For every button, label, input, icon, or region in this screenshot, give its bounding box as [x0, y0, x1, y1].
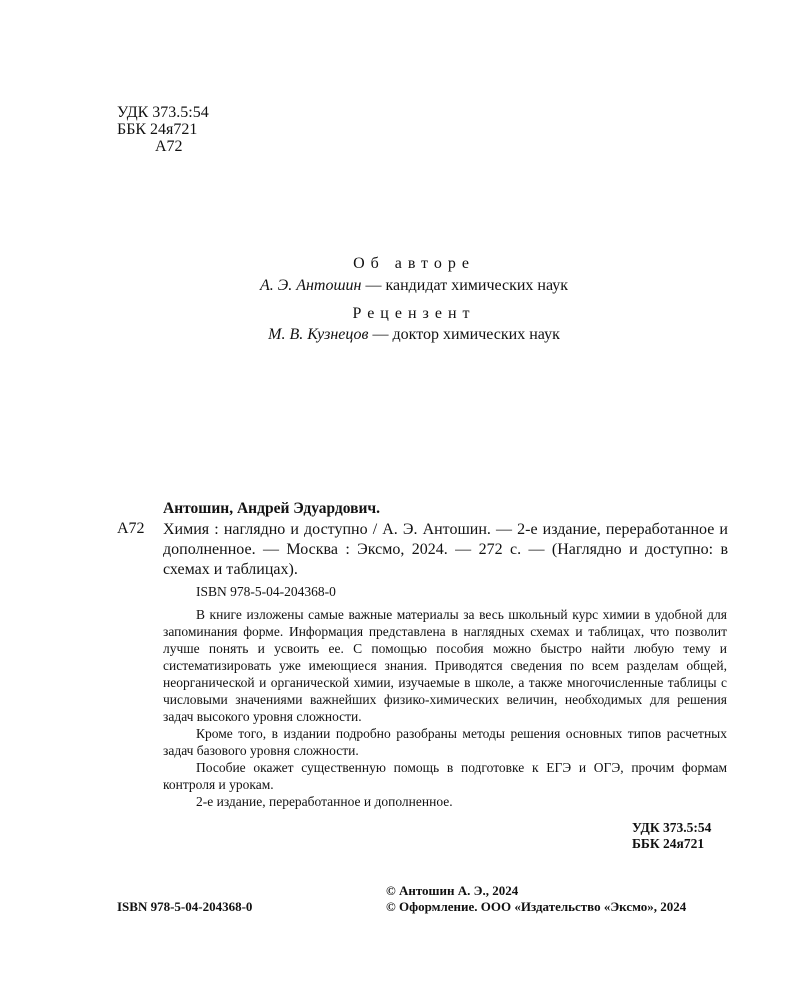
udk-code: УДК 373.5:54 — [117, 104, 209, 121]
annotation-paragraph: Кроме того, в издании подробно разобраны методы решения основных типов расчетных задач базового уровня сложности. — [163, 726, 727, 758]
annotation-paragraph: Пособие окажет существенную помощь в подготовке к ЕГЭ и ОГЭ, прочим формам контроля и урокам. — [163, 760, 727, 792]
bibliographic-description: Химия : наглядно и доступно / А. Э. Антошин. — 2-е издание, переработанное и дополненное. — Москва : Эксмо, 2024. — 272 с. — (Наглядно и доступно: в схемах и таблицах). — [163, 521, 728, 578]
annotation-paragraph: 2-е издание, переработанное и дополненное. — [196, 794, 453, 809]
footer-bbk: ББК 24я721 — [632, 836, 705, 851]
annotation-paragraph: В книге изложены самые важные материалы за весь школьный курс химии в удобной для запоминания форме. Информация представлена в наглядных схемах и таблицах, что позволит лучше понять и усвоить ее. С помощью пособия можно быстро найти любую тему и систематизировать уже имеющиеся знания. Приводятся сведения по всем разделам общей, неорганической и органической химии, изучаемые в школе, а также многочисленные таблицы с числовыми значениями важнейших физико-химических величин, необходимых для решения задач высокого уровня сложности. — [163, 607, 727, 724]
reviewer-credit — [0, 326, 800, 344]
author-credit-degree: — кандидат химических наук — [361, 277, 569, 294]
copyright-design: © Оформление. ООО «Издательство «Эксмо», 2024 — [386, 899, 687, 914]
author-credit-name: А. Э. Антошин — [259, 277, 362, 294]
classification-block — [117, 104, 209, 155]
copyright-author: © Антошин А. Э., 2024 — [386, 883, 519, 898]
author-credit — [0, 277, 800, 295]
bibliographic-index: А72 — [117, 520, 145, 537]
bibliographic-isbn: ISBN 978-5-04-204368-0 — [196, 584, 336, 599]
bbk-code: ББК 24я721 — [117, 121, 198, 138]
footer-isbn: ISBN 978-5-04-204368-0 — [117, 899, 253, 914]
footer-udk: УДК 373.5:54 — [632, 820, 712, 835]
footer-classification — [632, 820, 711, 852]
reviewer-credit-degree: — доктор химических наук — [368, 326, 560, 343]
about-author-heading: Об авторе — [353, 255, 475, 272]
annotation — [163, 606, 727, 810]
reviewer-heading: Рецензент — [352, 305, 476, 322]
bibliographic-author: Антошин, Андрей Эдуардович. — [163, 500, 381, 517]
author-index: А72 — [155, 138, 183, 155]
reviewer-credit-name: М. В. Кузнецов — [268, 326, 369, 343]
